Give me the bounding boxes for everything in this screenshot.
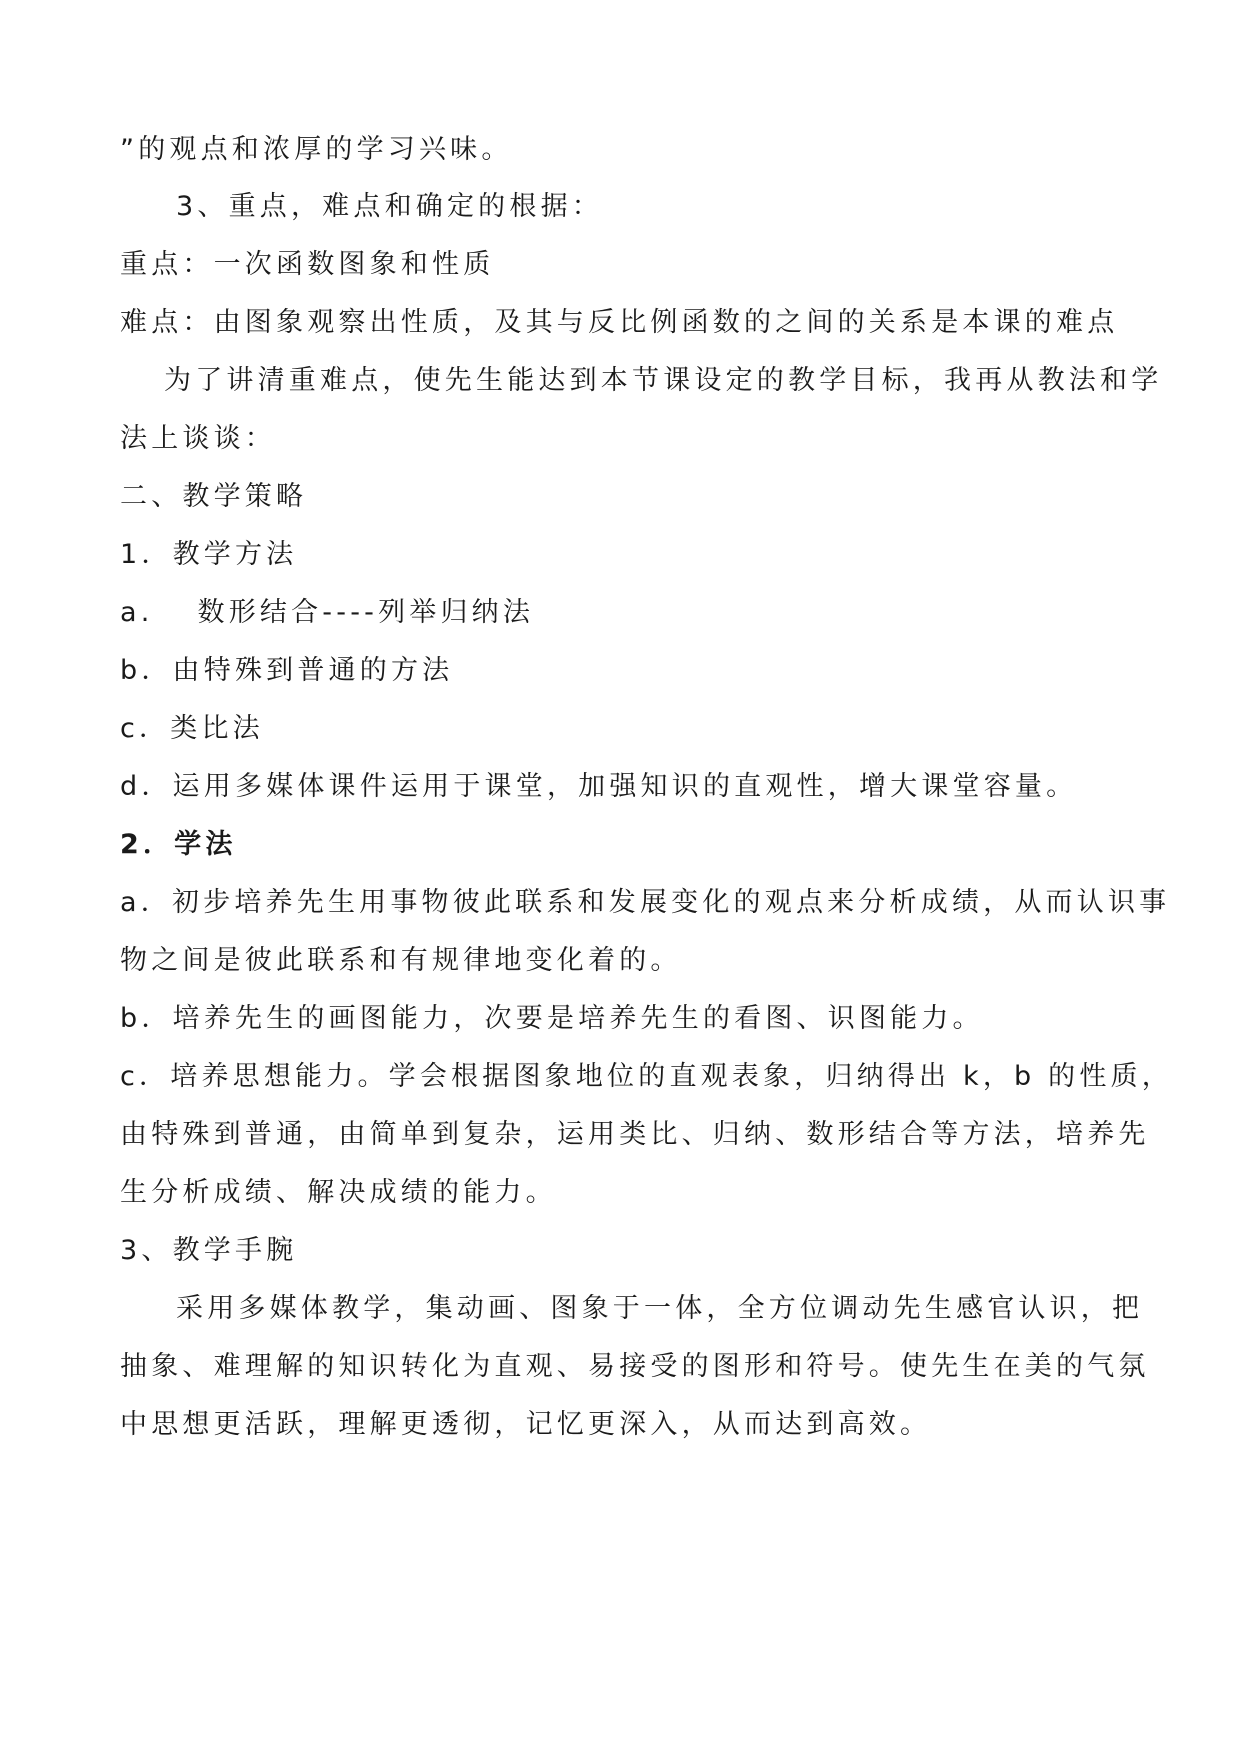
learning-item-c-line-2: 由特殊到普通，由简单到复杂，运用类比、归纳、数形结合等方法，培养先	[120, 1119, 1150, 1150]
learning-item-b: b．培养先生的画图能力，次要是培养先生的看图、识图能力。	[120, 1003, 984, 1034]
key-point-text: 重点：一次函数图象和性质	[120, 249, 495, 280]
paragraph-intro-line-1: 为了讲清重难点，使先生能达到本节课设定的教学目标，我再从教法和学	[164, 365, 1163, 396]
method-item-a: a. 数形结合----列举归纳法	[120, 597, 535, 628]
means-paragraph-line-1: 采用多媒体教学，集动画、图象于一体，全方位调动先生感官认识，把	[176, 1293, 1144, 1324]
means-paragraph-line-3: 中思想更活跃，理解更透彻，记忆更深入，从而达到高效。	[120, 1409, 932, 1440]
method-item-c: c．类比法	[120, 713, 264, 744]
subheading-teaching-means: 3、教学手腕	[120, 1235, 298, 1266]
learning-item-c-line-1: c．培养思想能力。学会根据图象地位的直观表象，归纳得出 k，b 的性质，	[120, 1061, 1173, 1092]
paragraph-intro-line-2: 法上谈谈：	[120, 423, 276, 454]
heading-key-points: 3、重点，难点和确定的根据：	[176, 191, 603, 222]
difficult-point-text: 难点：由图象观察出性质，及其与反比例函数的之间的关系是本课的难点	[120, 307, 1119, 338]
method-item-b: b．由特殊到普通的方法	[120, 655, 454, 686]
means-paragraph-line-2: 抽象、难理解的知识转化为直观、易接受的图形和符号。使先生在美的气氛	[120, 1351, 1150, 1382]
learning-item-a-line-2: 物之间是彼此联系和有规律地变化着的。	[120, 945, 682, 976]
paragraph-continuation: ”的观点和浓厚的学习兴味。	[120, 134, 513, 165]
section-heading-teaching-strategy: 二、教学策略	[120, 481, 308, 512]
subheading-learning-method: 2．学法	[120, 829, 237, 860]
learning-item-c-line-3: 生分析成绩、解决成绩的能力。	[120, 1177, 557, 1208]
method-item-d: d．运用多媒体课件运用于课堂，加强知识的直观性，增大课堂容量。	[120, 771, 1078, 802]
subheading-teaching-method: 1．教学方法	[120, 539, 298, 570]
learning-item-a-line-1: a．初步培养先生用事物彼此联系和发展变化的观点来分析成绩，从而认识事	[120, 887, 1171, 918]
